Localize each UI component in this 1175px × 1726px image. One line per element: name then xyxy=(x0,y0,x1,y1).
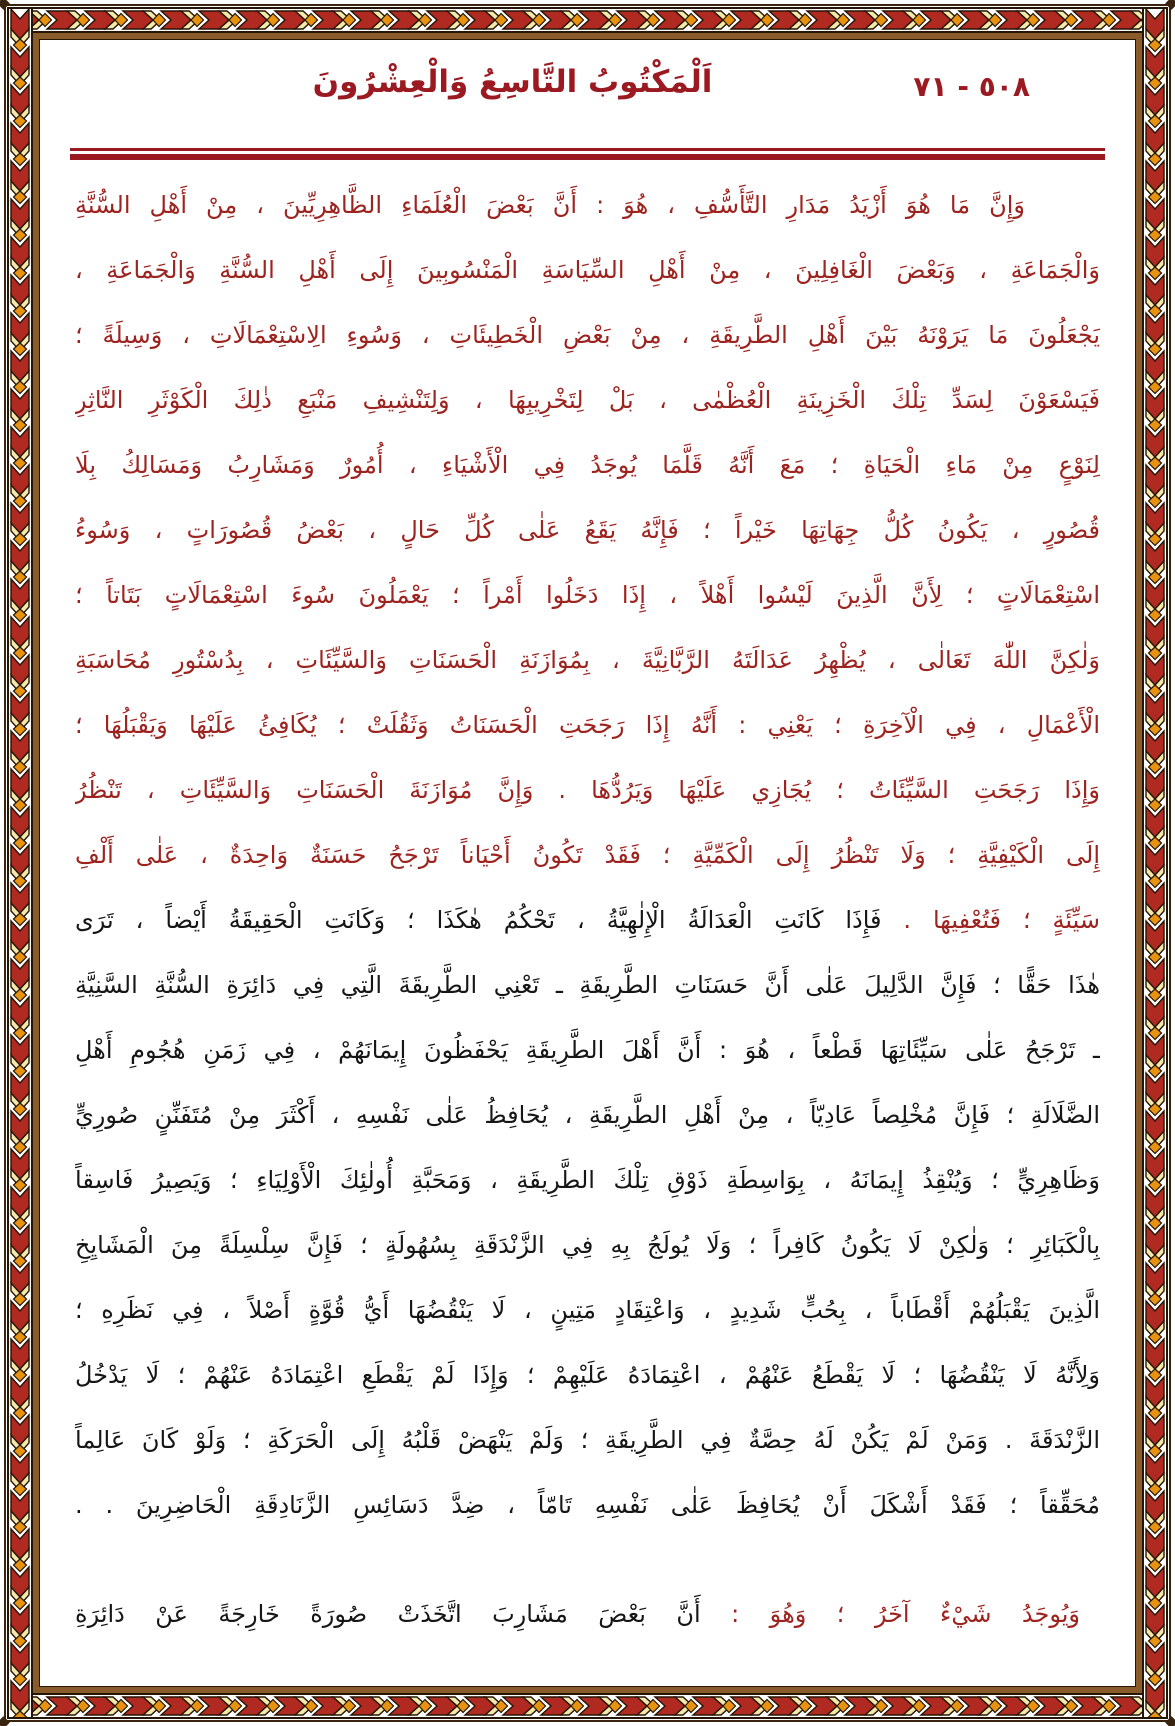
text-segment-red: وَالْجَمَاعَةِ ، وَبَعْضَ الْغَافِلِينَ ، مِنْ أَهْلِ السِّيَاسَةِ الْمَنْسُوبِينَ إِلَى أَهْلِ السُّنَّةِ وَالْجَمَاعَةِ ، xyxy=(75,256,1100,284)
ornamental-border-right xyxy=(1142,7,1168,1719)
paragraph xyxy=(75,1582,1100,1647)
text-segment-black: مُحَقِّقاً ؛ فَقَدْ أَشْكَلَ أَنْ يُحَافِظَ عَلٰى نَفْسِهِ تَامّاً ، ضِدَّ دَسَائِسِ الزَّنَادِقَةِ الْحَاضِرِينَ . . xyxy=(75,1491,1100,1519)
text-line xyxy=(75,1582,1100,1647)
text-segment-red: يَجْعَلُونَ مَا يَرَوْنَهُ بَيْنَ أَهْلِ الطَّرِيقَةِ ، مِنْ بَعْضِ الْخَطِيئَاتِ ، وَسُوءِ الِاسْتِعْمَالَاتِ ، وَسِيلَةً ؛ xyxy=(75,321,1100,349)
text-line xyxy=(75,563,1100,628)
text-line xyxy=(75,433,1100,498)
text-segment-black: بِالْكَبَائِرِ ؛ وَلٰكِنْ لَا يَكُونُ كَافِراً ؛ وَلَا يُولَجُ بِهِ فِي الزَّنْدَقَةِ بِسُهُولَةٍ ؛ فَإِنَّ سِلْسِلَةً مِنَ الْمَشَايِخِ xyxy=(75,1231,1100,1259)
text-line xyxy=(75,1473,1100,1538)
ornamental-border-top xyxy=(7,7,1168,33)
page-title: اَلْمَكْتُوبُ التَّاسِعُ وَالْعِشْرُونَ xyxy=(312,64,713,100)
rule-thick-line xyxy=(70,154,1105,160)
text-segment-black: هٰذَا حَقًّا ؛ فَإِنَّ الدَّلِيلَ عَلٰى أَنَّ حَسَنَاتِ الطَّرِيقَةِ ـ تَعْنِي الطَّرِيقَةَ الَّتِي فِي دَائِرَةِ السُّنَّةِ السَّنِيَّةِ xyxy=(75,971,1100,999)
text-line xyxy=(75,1343,1100,1408)
text-segment-red: وَيُوجَدُ شَيْءٌ آخَرُ ؛ وَهُوَ : xyxy=(700,1600,1080,1628)
text-line xyxy=(75,823,1100,888)
text-line xyxy=(75,693,1100,758)
text-segment-red: سَيِّئَةٍ ؛ فَتُعْفِيهَا . xyxy=(881,906,1100,934)
text-segment-black: فَإِذَا كَانَتِ الْعَدَالَةُ الْإِلٰهِيَّةُ ، تَحْكُمُ هٰكَذَا ؛ وَكَانَتِ الْحَقِيقَةُ أَيْضاً ، تَرَى xyxy=(75,906,882,934)
text-line xyxy=(75,1278,1100,1343)
text-segment-red: قُصُورٍ ، يَكُونُ كُلُّ جِهَاتِهَا خَيْراً ؛ فَإِنَّهُ يَقَعُ عَلٰى كُلِّ حَالٍ ، بَعْضُ قُصُورَاتٍ ، وَسُوءُ xyxy=(75,516,1100,544)
body-text xyxy=(75,173,1100,1647)
ornamental-border-bottom xyxy=(7,1693,1168,1719)
text-segment-red: اسْتِعْمَالَاتٍ ؛ لِأَنَّ الَّذِينَ لَيْسُوا أَهْلاً ، إِذَا دَخَلُوا أَمْراً ؛ يَعْمَلُونَ سُوءَ اسْتِعْمَالَاتٍ بَتَاتاً ؛ xyxy=(75,581,1100,609)
text-line xyxy=(75,303,1100,368)
text-segment-red: الْأَعْمَالِ ، فِي الْآخِرَةِ ؛ يَعْنِي : أَنَّهُ إِذَا رَجَحَتِ الْحَسَنَاتُ وَثَقُلَتْ ؛ يُكَافِئُ عَلَيْهَا وَيَقْبَلُهَا ؛ xyxy=(75,711,1100,739)
text-line xyxy=(75,173,1100,238)
text-line xyxy=(75,238,1100,303)
text-segment-red: وَإِنَّ مَا هُوَ أَزْيَدُ مَدَارِ التَّأَسُّفِ ، هُوَ : أَنَّ بَعْضَ الْعُلَمَاءِ الظَّاهِرِيِّينَ ، مِنْ أَهْلِ السُّنَّةِ xyxy=(75,191,1025,219)
text-line xyxy=(75,1083,1100,1148)
text-line xyxy=(75,498,1100,563)
text-segment-red: وَلٰكِنَّ اللّٰهَ تَعَالٰى ، يُظْهِرُ عَدَالَتَهُ الرَّبَّانِيَّةَ ، بِمُوَازَنَةِ الْحَسَنَاتِ وَالسَّيِّئَاتِ ، بِدُسْتُورِ مُحَاسَبَةِ xyxy=(75,646,1100,674)
text-segment-black: الزَّنْدَقَةَ . وَمَنْ لَمْ يَكُنْ لَهُ حِصَّةٌ فِي الطَّرِيقَةِ ؛ وَلَمْ يَنْهَضْ قَلْبُهُ إِلَى الْحَرَكَةِ ؛ وَلَوْ كَانَ عَالِماً xyxy=(75,1426,1100,1454)
text-segment-red: لِنَوْعٍ مِنْ مَاءِ الْحَيَاةِ ؛ مَعَ أَنَّهُ قَلَّمَا يُوجَدُ فِي الْأَشْيَاءِ ، أُمُورٌ وَمَشَارِبُ وَمَسَالِكُ بِلَا xyxy=(75,451,1100,479)
text-segment-black: ـ تَرْجَحُ عَلٰى سَيِّئَاتِهَا قَطْعاً ، هُوَ : أَنَّ أَهْلَ الطَّرِيقَةِ يَحْفَظُونَ إِيمَانَهُمْ ، فِي زَمَنِ هُجُومِ أَهْلِ xyxy=(75,1036,1100,1064)
text-line xyxy=(75,953,1100,1018)
text-segment-red: وَإِذَا رَجَحَتِ السَّيِّئَاتُ ؛ يُجَازِي عَلَيْهَا وَيَرُدُّهَا . وَإِنَّ مُوَازَنَةَ الْحَسَنَاتِ وَالسَّيِّئَاتِ ، تَنْظُرُ xyxy=(75,776,1100,804)
text-line xyxy=(75,1148,1100,1213)
page-number: ٥٠٨ - ٧١ xyxy=(913,70,1030,103)
text-line xyxy=(75,1018,1100,1083)
ornamental-border-left xyxy=(7,7,33,1719)
text-line xyxy=(75,888,1100,953)
page-content xyxy=(40,40,1135,1686)
text-line xyxy=(75,368,1100,433)
text-segment-black: الَّذِينَ يَقْبَلُهُمْ أَقْطَاباً ، بِحُبٍّ شَدِيدٍ ، وَاعْتِقَادٍ مَتِينٍ ، لَا يَنْقُضُهَا أَيُّ قُوَّةٍ أَصْلاً ، فِي نَظَرِهِ ؛ xyxy=(75,1296,1100,1324)
text-segment-black: الضَّلَالَةِ ؛ فَإِنَّ مُخْلِصاً عَادِيّاً ، مِنْ أَهْلِ الطَّرِيقَةِ ، يُحَافِظُ عَلٰى نَفْسِهِ ، أَكْثَرَ مِنْ مُتَفَنِّنٍ صُورِيٍّ xyxy=(75,1101,1100,1129)
rule-thin-line xyxy=(70,148,1105,151)
text-line xyxy=(75,1213,1100,1278)
header-double-rule xyxy=(70,148,1105,160)
text-line xyxy=(75,628,1100,693)
text-segment-black: وَظَاهِرِيٍّ ؛ وَيُنْقِذُ إِيمَانَهُ ، بِوَاسِطَةِ ذَوْقِ تِلْكَ الطَّرِيقَةِ ، وَمَحَبَّةِ أُولٰئِكَ الْأَوْلِيَاءِ ؛ وَيَصِيرُ فَاسِقاً xyxy=(75,1166,1100,1194)
text-segment-black: وَلِأَنَّهُ لَا يَنْقُضُهَا ؛ لَا يَقْطَعُ عَنْهُمْ ، اعْتِمَادَهُ عَلَيْهِمْ ؛ وَإِذَا لَمْ يَقْطَعِ اعْتِمَادَهُ عَنْهُمْ ؛ لَا يَدْخُلُ xyxy=(75,1361,1100,1389)
text-line xyxy=(75,1408,1100,1473)
text-segment-red: فَيَسْعَوْنَ لِسَدِّ تِلْكَ الْخَزِينَةِ الْعُظْمٰى ، بَلْ لِتَخْرِيبِهَا ، وَلِتَنْشِيفِ مَنْبَعِ ذٰلِكَ الْكَوْثَرِ النَّاثِرِ xyxy=(75,386,1100,414)
text-segment-black: أَنَّ بَعْضَ مَشَارِبَ اتَّخَذَتْ صُورَةً خَارِجَةً عَنْ دَائِرَةِ xyxy=(75,1600,701,1628)
paragraph xyxy=(75,173,1100,1538)
text-segment-red: إِلَى الْكَيْفِيَّةِ ؛ وَلَا تَنْظُرُ إِلَى الْكَمِّيَّةِ ؛ فَقَدْ تَكُونُ أَحْيَاناً تَرْجَحُ حَسَنَةٌ وَاحِدَةٌ ، عَلٰى أَلْفِ xyxy=(75,841,1100,869)
text-line xyxy=(75,758,1100,823)
